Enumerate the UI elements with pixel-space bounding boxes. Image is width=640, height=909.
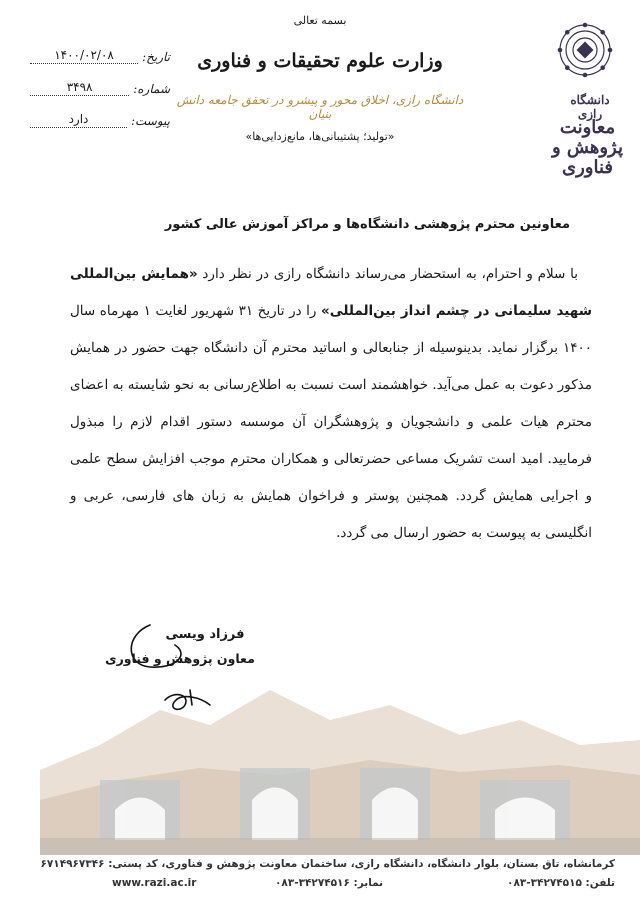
number-row [30, 80, 170, 96]
date-value: ۱۴۰۰/۰۲/۰۸ [30, 48, 138, 64]
letter-recipient: معاونین محترم پژوهشی دانشگاه‌ها و مراکز آموزش عالی کشور [164, 217, 570, 232]
footer-address: کرمانشاه، تاق بستان، بلوار دانشگاه، دانشگاه رازی، ساختمان معاونت پژوهش و فناوری، کد پستی: ۶۷۱۴۹۶۷۳۴۶ [40, 858, 615, 870]
date-row [30, 48, 170, 64]
date-label: تاریخ: [142, 50, 170, 64]
university-name: دانشگاه رازی [570, 93, 610, 121]
ministry-title: وزارت علوم تحقیقات و فناوری [197, 50, 443, 72]
letter-body [70, 256, 592, 552]
year-motto: «تولید؛ پشتیبانی‌ها، مانع‌زدایی‌ها» [245, 130, 395, 143]
attachment-label: پیوست: [130, 114, 170, 128]
basmala: بسمه تعالی [293, 14, 347, 27]
signer-title: معاون پژوهش و فناوری [105, 651, 255, 666]
university-slogan: دانشگاه رازی، اخلاق محور و پیشرو در تحقق جامعه دانش بنیان [176, 93, 464, 121]
attachment-row [30, 112, 170, 128]
signer-name: فرزاد ویسی [165, 627, 245, 642]
attachment-value: دارد [30, 112, 127, 128]
body-intro: با سلام و احترام، به استحضار می‌رساند دانشگاه رازی در نظر دارد [197, 266, 578, 282]
office-title [540, 118, 635, 177]
footer-contact [30, 877, 615, 893]
office-title-line1: معاونت [559, 117, 616, 138]
office-title-line2: پژوهش و فناوری [551, 136, 624, 178]
number-label: شماره: [133, 82, 170, 96]
body-rest: را در تاریخ ۳۱ شهریور لغایت ۱ مهرماه سال ۱۴۰۰ برگزار نماید. بدینوسیله از جنابعالی و اساتید محترم آن دانشگاه جهت حضور در همایش مذکور دعوت به عمل می‌آید. خواهشمند است نسبت به اطلاع‌رسانی به نحو شایسته به اعضای محترم هیات علمی و دانشجویان و پژوهشگران آن موسسه دستور اقدام لازم را مبذول فرمایید. امید است تشریک مساعی حضرتعالی و همکاران محترم موجب افزایش سطح علمی و اجرایی همایش گردد. همچنین پوستر و فراخوان همایش به زبان های فارسی، عربی و انگلیسی به پیوست به حضور ارسال می گردد. [70, 303, 592, 541]
footer-fax: نمابر: ۳۴۲۷۴۵۱۶-۰۸۳ [275, 877, 384, 889]
number-value: ۳۴۹۸ [30, 80, 129, 96]
event-title: «همایش بین‌المللی شهید سلیمانی در چشم انداز بین‌المللی» [70, 266, 592, 319]
footer-phone: تلفن: ۳۴۲۷۴۵۱۵-۰۸۳ [507, 877, 615, 889]
university-logo-icon [557, 22, 613, 78]
footer-website[interactable]: www.razi.ac.ir [112, 877, 197, 889]
